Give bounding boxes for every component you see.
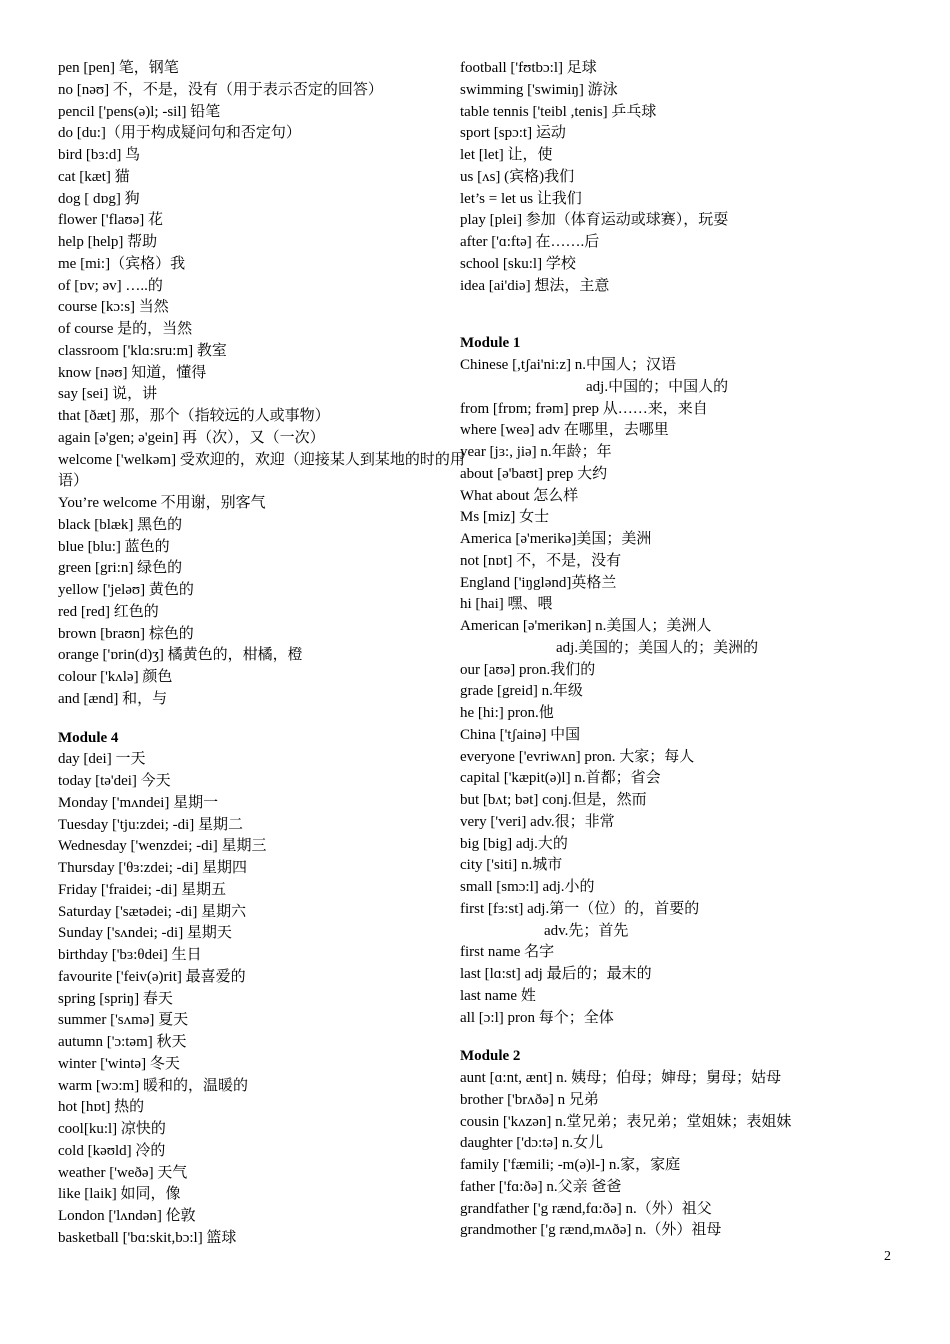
vocab-entry: daughter ['dɔ:tə] n.女儿 xyxy=(460,1135,604,1152)
vocab-entry: do [du:]（用于构成疑问句和否定句） xyxy=(58,125,301,142)
vocab-entry: Monday ['mʌndei] 星期一 xyxy=(58,794,219,811)
vocab-entry: capital ['kæpit(ə)l] n.首都；省会 xyxy=(460,770,661,787)
vocab-entry: from [frɒm; frəm] prep 从……来，来自 xyxy=(460,400,708,417)
vocab-entry: Friday ['fraidei; -di] 星期五 xyxy=(58,881,227,898)
vocab-entry: hot [hɒt] 热的 xyxy=(58,1099,145,1116)
vocab-entry: black [blæk] 黑色的 xyxy=(58,516,183,533)
vocab-entry: favourite ['feiv(ə)rit] 最喜爱的 xyxy=(58,968,246,985)
vocab-entry: autumn ['ɔ:təm] 秋天 xyxy=(58,1034,187,1050)
vocab-entry: America [ə'merikə]美国；美洲 xyxy=(460,531,652,547)
section-gap xyxy=(58,711,458,728)
vocab-entry: of course 是的，当然 xyxy=(58,321,193,337)
vocab-entry: grade [greid] n.年级 xyxy=(460,683,583,700)
vocab-entry: of [ɒv; əv] …..的 xyxy=(58,277,163,294)
vocab-entry: let [let] 让，使 xyxy=(460,147,553,163)
vocab-entry: grandfather ['g rænd,fɑ:ðə] n.（外）祖父 xyxy=(460,1200,712,1217)
module-1-section xyxy=(460,333,900,1029)
vocab-entry: and [ænd] 和，与 xyxy=(58,690,168,707)
vocab-entry: swimming ['swimiŋ] 游泳 xyxy=(460,81,618,98)
vocab-entry: You’re welcome 不用谢，别客气 xyxy=(58,495,266,511)
vocab-entry: Ms [miz] 女士 xyxy=(460,509,550,526)
vocab-entry: last name 姓 xyxy=(460,987,536,1004)
vocab-entry: like [laik] 如同，像 xyxy=(58,1186,181,1203)
vocab-entry: pen [pen] 笔，钢笔 xyxy=(58,60,179,76)
vocab-entry: he [hi:] pron.他 xyxy=(460,705,554,721)
vocab-entry: table tennis ['teibl ,tenis] 乒乓球 xyxy=(460,103,657,120)
vocab-entry: family ['fæmili; -m(ə)l-] n.家，家庭 xyxy=(460,1157,681,1173)
vocab-entry: let’s = let us 让我们 xyxy=(460,190,582,207)
vocab-entry: China ['tʃainə] 中国 xyxy=(460,726,581,743)
module-2-heading: Module 2 xyxy=(460,1048,521,1065)
vocab-entry: colour ['kʌlə] 颜色 xyxy=(58,669,173,685)
vocab-entry: sport [spɔ:t] 运动 xyxy=(460,125,566,142)
vocab-entry: blue [blu:] 蓝色的 xyxy=(58,538,170,555)
vocab-entry: all [ɔ:l] pron 每个；全体 xyxy=(460,1009,614,1026)
vocab-entry: where [weə] adv 在哪里，去哪里 xyxy=(460,422,669,439)
vocab-list-right xyxy=(460,58,900,297)
vocab-entry: course [kɔ:s] 当然 xyxy=(58,299,169,316)
module-4-section xyxy=(58,728,458,1250)
vocab-entry: pencil ['pens(ə)l; -sil] 铅笔 xyxy=(58,103,221,120)
vocab-entry: play [plei] 参加（体育运动或球赛），玩耍 xyxy=(460,212,729,229)
vocab-entry: idea [ai'diə] 想法，主意 xyxy=(460,277,610,294)
vocab-entry: orange ['ɒrin(d)ʒ] 橘黄色的，柑橘，橙 xyxy=(58,647,303,664)
module-1-heading: Module 1 xyxy=(460,335,521,352)
vocab-entry: first [fɜ:st] adj.第一（位）的，首要的 xyxy=(460,900,700,917)
vocab-entry: cold [kəʊld] 冷的 xyxy=(58,1142,166,1159)
vocab-entry: very ['veri] adv.很；非常 xyxy=(460,813,615,830)
vocab-entry: cousin ['kʌzən] n.堂兄弟；表兄弟；堂姐妹；表姐妹 xyxy=(460,1113,792,1130)
section-gap xyxy=(460,1029,900,1046)
module-2-section xyxy=(460,1046,900,1242)
vocab-entry: day [dei] 一天 xyxy=(58,751,146,768)
vocab-entry: England ['iŋglənd]英格兰 xyxy=(460,574,617,591)
vocab-entry: What about 怎么样 xyxy=(460,487,579,504)
vocab-entry: brown [braʊn] 棕色的 xyxy=(58,625,194,642)
vocab-entry: last [lɑ:st] adj 最后的；最末的 xyxy=(460,966,652,982)
vocab-entry: red [red] 红色的 xyxy=(58,603,159,620)
section-gap xyxy=(460,297,900,333)
vocab-entry: cool[ku:l] 凉快的 xyxy=(58,1121,166,1137)
vocab-entry: classroom ['klɑ:sru:m] 教室 xyxy=(58,342,227,359)
vocab-entry: American [ə'merikən] n.美国人；美洲人 xyxy=(460,618,712,634)
vocab-entry: aunt [ɑ:nt, ænt] n. 姨母；伯母；婶母；舅母；姑母 xyxy=(460,1070,782,1086)
vocab-entry: green [gri:n] 绿色的 xyxy=(58,560,183,577)
vocab-entry: help [help] 帮助 xyxy=(58,234,158,250)
vocab-entry: London ['lʌndən] 伦敦 xyxy=(58,1208,196,1224)
vocab-entry: me [mi:]（宾格）我 xyxy=(58,255,186,272)
vocab-entry: flower ['flaʊə] 花 xyxy=(58,212,164,229)
vocab-entry: again [ə'gen; ə'gein] 再（次），又（一次） xyxy=(58,429,325,446)
vocab-entry: warm [wɔ:m] 暖和的，温暖的 xyxy=(58,1077,248,1094)
vocab-entry: after ['ɑ:ftə] 在…….后 xyxy=(460,234,600,250)
vocab-entry: but [bʌt; bət] conj.但是，然而 xyxy=(460,792,647,808)
vocab-entry: brother ['brʌðə] n 兄弟 xyxy=(460,1091,599,1108)
vocab-entry: Tuesday ['tju:zdei; -di] 星期二 xyxy=(58,816,244,833)
vocab-list-left xyxy=(58,58,465,711)
vocab-entry: everyone ['evriwʌn] pron. 大家；每人 xyxy=(460,748,695,765)
vocab-entry: bird [bɜ:d] 鸟 xyxy=(58,147,141,163)
vocab-entry: today [tə'dei] 今天 xyxy=(58,773,171,789)
vocab-entry: Wednesday ['wenzdei; -di] 星期三 xyxy=(58,838,267,855)
vocab-entry-continuation: adv.先；首先 xyxy=(544,922,629,939)
vocab-entry: big [big] adj.大的 xyxy=(460,835,568,852)
right-column xyxy=(460,58,900,1242)
vocab-entry: football ['fʊtbɔ:l] 足球 xyxy=(460,60,597,76)
vocab-entry: that [ðæt] 那，那个（指较远的人或事物） xyxy=(58,408,330,424)
page-number: 2 xyxy=(884,1249,891,1264)
vocab-entry: father ['fɑ:ðə] n.父亲 爸爸 xyxy=(460,1178,622,1195)
vocab-entry-continuation: adj.中国的；中国人的 xyxy=(586,378,729,395)
vocab-entry-continuation: adj.美国的；美国人的；美洲的 xyxy=(556,639,759,656)
vocab-entry: hi [hai] 嘿、喂 xyxy=(460,596,553,613)
vocab-entry: Thursday ['θɜ:zdei; -di] 星期四 xyxy=(58,860,248,876)
vocab-entry: about [ə'baʊt] prep 大约 xyxy=(460,465,608,482)
vocab-entry: grandmother ['g rænd,mʌðə] n.（外）祖母 xyxy=(460,1222,722,1239)
vocab-entry: Saturday ['sætədei; -di] 星期六 xyxy=(58,903,247,920)
left-column xyxy=(58,58,465,1250)
vocab-entry: us [ʌs] (宾格)我们 xyxy=(460,168,575,185)
vocab-entry: not [nɒt] 不，不是，没有 xyxy=(460,552,622,569)
vocab-entry: year [jɜ:, jiə] n.年龄；年 xyxy=(460,444,612,460)
vocab-entry: weather ['weðə] 天气 xyxy=(58,1164,188,1181)
vocab-entry: Sunday ['sʌndei; -di] 星期天 xyxy=(58,925,232,942)
vocab-entry: school [sku:l] 学校 xyxy=(460,255,576,272)
vocab-entry: know [nəʊ] 知道，懂得 xyxy=(58,364,207,381)
vocab-entry: our [aʊə] pron.我们的 xyxy=(460,661,596,678)
vocab-entry: say [sei] 说，讲 xyxy=(58,386,158,403)
vocab-entry: birthday ['bɜ:θdei] 生日 xyxy=(58,947,202,963)
vocab-entry: winter ['wintə] 冬天 xyxy=(58,1055,180,1072)
vocab-entry: Chinese [,tʃai'ni:z] n.中国人；汉语 xyxy=(460,357,676,373)
vocab-entry: spring [spriŋ] 春天 xyxy=(58,990,173,1007)
vocab-entry: welcome ['welkəm] 受欢迎的，欢迎（迎接某人到某地的时的用语） xyxy=(58,451,465,490)
vocab-entry: yellow ['jeləʊ] 黄色的 xyxy=(58,582,194,598)
vocab-entry: dog [ dɒg] 狗 xyxy=(58,190,140,207)
vocab-entry: no [nəʊ] 不，不是，没有（用于表示否定的回答） xyxy=(58,81,383,98)
vocab-entry: small [smɔ:l] adj.小的 xyxy=(460,879,595,895)
module-4-heading: Module 4 xyxy=(58,729,119,746)
vocab-entry: basketball ['bɑ:skit,bɔ:l] 篮球 xyxy=(58,1229,237,1246)
vocab-entry: cat [kæt] 猫 xyxy=(58,168,130,185)
vocab-entry: summer ['sʌmə] 夏天 xyxy=(58,1012,189,1029)
vocab-entry: first name 名字 xyxy=(460,944,555,961)
vocab-entry: city ['siti] n.城市 xyxy=(460,857,563,874)
